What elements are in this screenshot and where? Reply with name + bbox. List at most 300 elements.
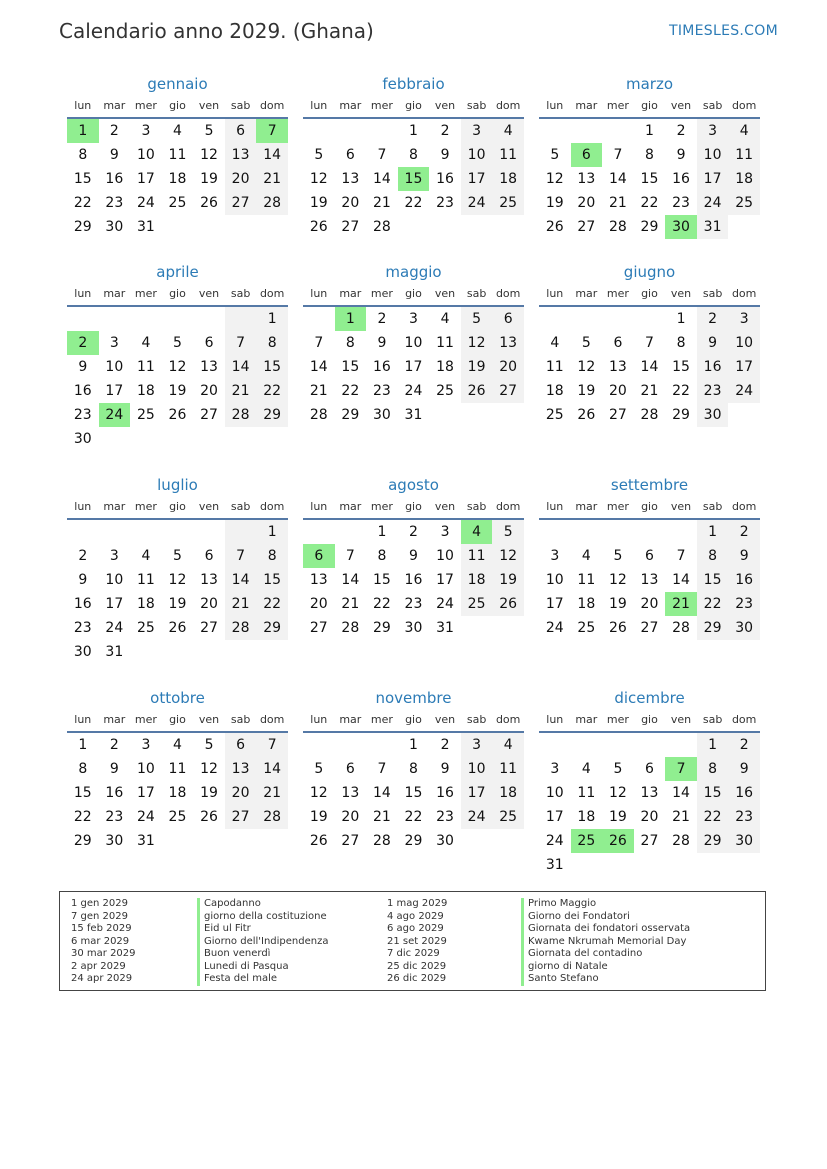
legend-date: 1 mag 2029 — [387, 898, 448, 909]
empty-cell — [303, 119, 335, 143]
weekday-label: lun — [546, 99, 564, 112]
day-cell: 2 — [728, 520, 760, 544]
day-cell: 14 — [372, 171, 391, 187]
day-cell: 5 — [204, 737, 214, 753]
legend-holiday-name: Festa del male — [204, 973, 278, 984]
day-cell: 9 — [728, 757, 760, 781]
day-cell: 20 — [640, 596, 659, 612]
weekday-label: ven — [670, 287, 692, 300]
day-cell: 29 — [256, 403, 288, 427]
empty-cell — [67, 307, 99, 331]
weekday-label: sab — [230, 713, 251, 726]
empty-cell — [225, 307, 257, 331]
day-cell: 24 — [461, 805, 493, 829]
day-cell: 21 — [372, 809, 391, 825]
weekday-label: dom — [731, 287, 757, 300]
day-cell: 3 — [697, 119, 729, 143]
day-cell: 24 — [404, 383, 423, 399]
legend-holiday-name: Giornata del contadino — [528, 948, 643, 959]
day-cell: 23 — [728, 805, 760, 829]
weekday-label: mar — [575, 713, 598, 726]
day-cell: 15 — [73, 171, 92, 187]
legend-date: 25 dic 2029 — [387, 960, 447, 972]
day-cell: 7 — [665, 757, 697, 781]
day-cell: 18 — [492, 167, 524, 191]
weekday-label: dom — [731, 713, 757, 726]
day-cell: 14 — [672, 785, 690, 801]
month-luglio — [67, 473, 288, 664]
day-cell: 1 — [335, 307, 367, 331]
empty-cell — [162, 520, 194, 544]
day-grid — [303, 733, 524, 853]
day-cell: 1 — [256, 520, 288, 544]
day-cell: 10 — [436, 548, 454, 564]
day-cell: 10 — [136, 761, 155, 777]
day-cell: 27 — [492, 379, 524, 403]
weekday-label: lun — [74, 99, 92, 112]
empty-cell — [602, 853, 634, 877]
weekday-label: dom — [259, 287, 285, 300]
weekday-label: mer — [134, 287, 157, 300]
legend-right-names — [528, 898, 690, 986]
month-name: luglio — [157, 476, 198, 494]
day-cell: 1 — [67, 119, 99, 143]
day-cell: 9 — [109, 147, 119, 163]
day-cell: 10 — [136, 147, 155, 163]
day-cell: 11 — [492, 143, 524, 167]
weekday-label: gio — [641, 500, 658, 513]
day-cell: 13 — [225, 143, 257, 167]
day-cell: 18 — [168, 171, 187, 187]
legend-date: 6 mar 2029 — [71, 935, 130, 947]
legend-left-dates — [71, 898, 136, 986]
empty-cell — [193, 427, 225, 451]
day-cell: 25 — [461, 592, 493, 616]
weekday-label: lun — [74, 287, 92, 300]
empty-cell — [225, 520, 257, 544]
day-cell: 14 — [256, 143, 288, 167]
empty-cell — [461, 616, 493, 640]
month-name: ottobre — [150, 689, 205, 707]
empty-cell — [461, 403, 493, 427]
day-cell: 8 — [409, 761, 418, 777]
day-cell: 30 — [105, 833, 124, 849]
day-grid — [303, 119, 524, 239]
day-cell: 2 — [109, 737, 119, 753]
day-cell: 11 — [436, 335, 454, 351]
day-cell: 24 — [99, 403, 131, 427]
weekday-header — [539, 285, 760, 307]
day-cell: 21 — [256, 167, 288, 191]
day-cell: 21 — [225, 379, 257, 403]
day-cell: 23 — [105, 809, 124, 825]
legend-date: 15 feb 2029 — [71, 923, 132, 934]
empty-cell — [539, 520, 571, 544]
day-cell: 28 — [672, 620, 690, 636]
weekday-label: mar — [103, 99, 126, 112]
day-cell: 27 — [341, 219, 360, 235]
day-cell: 5 — [581, 335, 591, 351]
day-cell: 16 — [404, 572, 423, 588]
day-cell: 6 — [345, 147, 355, 163]
day-cell: 20 — [225, 167, 257, 191]
legend-right-dates — [387, 898, 447, 986]
empty-cell — [571, 307, 603, 331]
month-name: aprile — [156, 263, 199, 281]
weekday-label: dom — [731, 99, 757, 112]
day-cell: 29 — [372, 620, 391, 636]
month-maggio — [303, 260, 524, 427]
day-cell: 21 — [640, 383, 659, 399]
day-cell: 8 — [256, 331, 288, 355]
day-cell: 27 — [309, 620, 328, 636]
day-cell: 12 — [168, 572, 187, 588]
month-name: marzo — [625, 75, 674, 93]
day-cell: 5 — [204, 123, 214, 139]
month-ottobre — [67, 686, 288, 853]
day-cell: 4 — [492, 733, 524, 757]
day-cell: 8 — [78, 761, 88, 777]
day-cell: 14 — [640, 359, 659, 375]
day-cell: 7 — [256, 119, 288, 143]
day-cell: 29 — [672, 407, 690, 423]
day-cell: 25 — [571, 829, 603, 853]
day-cell: 2 — [676, 123, 686, 139]
day-grid — [539, 520, 760, 640]
legend-date: 2 apr 2029 — [71, 960, 126, 972]
day-cell: 17 — [105, 596, 124, 612]
day-cell: 15 — [73, 785, 92, 801]
day-cell: 6 — [492, 307, 524, 331]
day-cell: 12 — [492, 544, 524, 568]
day-cell: 14 — [225, 355, 257, 379]
empty-cell — [303, 307, 335, 331]
day-cell: 11 — [136, 359, 155, 375]
day-cell: 20 — [309, 596, 328, 612]
day-cell: 15 — [398, 167, 430, 191]
day-cell: 30 — [728, 829, 760, 853]
day-cell: 26 — [168, 407, 187, 423]
day-cell: 10 — [404, 335, 423, 351]
day-cell: 16 — [105, 785, 124, 801]
weekday-label: dom — [495, 99, 521, 112]
day-cell: 19 — [577, 383, 596, 399]
day-cell: 15 — [697, 568, 729, 592]
day-cell: 17 — [697, 167, 729, 191]
weekday-label: dom — [259, 99, 285, 112]
weekday-header — [303, 285, 524, 307]
day-cell: 10 — [545, 785, 564, 801]
day-cell: 2 — [409, 524, 418, 540]
day-cell: 5 — [314, 761, 324, 777]
empty-cell — [429, 403, 461, 427]
legend-holiday-name: Lunedi di Pasqua — [204, 960, 289, 972]
weekday-header — [303, 97, 524, 119]
day-cell: 21 — [225, 592, 257, 616]
empty-cell — [162, 640, 194, 664]
weekday-label: sab — [702, 287, 723, 300]
day-grid — [539, 307, 760, 427]
day-cell: 6 — [613, 335, 623, 351]
day-cell: 5 — [613, 761, 623, 777]
weekday-label: sab — [230, 99, 251, 112]
empty-cell — [99, 520, 131, 544]
day-cell: 25 — [728, 191, 760, 215]
day-cell: 17 — [728, 355, 760, 379]
empty-cell — [728, 403, 760, 427]
day-cell: 18 — [492, 781, 524, 805]
day-cell: 5 — [173, 548, 182, 564]
day-cell: 27 — [225, 191, 257, 215]
day-cell: 24 — [461, 191, 493, 215]
day-cell: 15 — [372, 572, 391, 588]
empty-cell — [539, 119, 571, 143]
day-cell: 16 — [436, 785, 454, 801]
month-gennaio — [67, 72, 288, 239]
legend-holiday-name: Giorno dell'Indipendenza — [204, 935, 329, 947]
month-name: novembre — [375, 689, 452, 707]
day-cell: 23 — [436, 809, 454, 825]
day-cell: 18 — [136, 383, 155, 399]
day-cell: 4 — [581, 761, 591, 777]
weekday-label: sab — [702, 713, 723, 726]
empty-cell — [398, 215, 430, 239]
legend-date: 7 dic 2029 — [387, 948, 440, 959]
day-cell: 28 — [225, 403, 257, 427]
day-cell: 12 — [200, 147, 218, 163]
day-cell: 17 — [461, 167, 493, 191]
day-cell: 17 — [136, 785, 155, 801]
day-cell: 28 — [640, 407, 659, 423]
day-cell: 1 — [697, 520, 729, 544]
day-cell: 15 — [404, 785, 423, 801]
day-cell: 4 — [550, 335, 560, 351]
empty-cell — [539, 307, 571, 331]
day-cell: 13 — [200, 572, 218, 588]
day-cell: 26 — [545, 219, 564, 235]
empty-cell — [162, 307, 194, 331]
day-cell: 21 — [672, 809, 690, 825]
weekday-header — [67, 97, 288, 119]
day-cell: 21 — [341, 596, 360, 612]
day-cell: 13 — [577, 171, 596, 187]
day-cell: 19 — [608, 596, 627, 612]
day-cell: 19 — [168, 596, 187, 612]
month-giugno — [539, 260, 760, 427]
legend-date: 7 gen 2029 — [71, 910, 129, 922]
day-cell: 20 — [608, 383, 627, 399]
day-cell: 17 — [404, 359, 423, 375]
day-cell: 11 — [461, 544, 493, 568]
empty-cell — [665, 733, 697, 757]
day-cell: 2 — [697, 307, 729, 331]
weekday-label: gio — [405, 287, 422, 300]
weekday-label: mar — [103, 713, 126, 726]
weekday-label: dom — [731, 500, 757, 513]
day-cell: 23 — [73, 620, 92, 636]
weekday-label: ven — [198, 500, 220, 513]
day-cell: 12 — [577, 359, 596, 375]
day-cell: 4 — [141, 335, 151, 351]
day-cell: 20 — [640, 809, 659, 825]
day-cell: 3 — [461, 733, 493, 757]
empty-cell — [99, 427, 131, 451]
empty-cell — [335, 119, 367, 143]
day-cell: 8 — [676, 335, 686, 351]
month-name: settembre — [610, 476, 689, 494]
brand-link[interactable]: TIMESLES.COM — [669, 23, 778, 39]
day-cell: 15 — [640, 171, 659, 187]
day-cell: 30 — [728, 616, 760, 640]
day-cell: 9 — [377, 335, 387, 351]
empty-cell — [193, 520, 225, 544]
day-cell: 13 — [640, 572, 659, 588]
day-cell: 22 — [256, 379, 288, 403]
day-cell: 6 — [645, 548, 654, 564]
day-cell: 13 — [225, 757, 257, 781]
month-agosto — [303, 473, 524, 640]
empty-cell — [225, 829, 257, 853]
weekday-label: mer — [370, 99, 393, 112]
day-grid — [67, 307, 288, 451]
day-cell: 9 — [697, 331, 729, 355]
day-cell: 29 — [697, 829, 729, 853]
empty-cell — [571, 853, 603, 877]
day-cell: 11 — [168, 761, 187, 777]
day-cell: 28 — [372, 833, 391, 849]
day-cell: 12 — [200, 761, 218, 777]
weekday-label: ven — [198, 713, 220, 726]
day-cell: 15 — [256, 355, 288, 379]
day-cell: 26 — [492, 592, 524, 616]
day-cell: 7 — [345, 548, 355, 564]
day-cell: 9 — [78, 359, 88, 375]
weekday-label: gio — [405, 500, 422, 513]
day-cell: 19 — [461, 355, 493, 379]
day-cell: 16 — [73, 596, 92, 612]
day-cell: 28 — [225, 616, 257, 640]
day-cell: 9 — [409, 548, 418, 564]
weekday-label: mer — [370, 713, 393, 726]
day-cell: 6 — [645, 761, 654, 777]
day-cell: 7 — [225, 544, 257, 568]
day-cell: 18 — [728, 167, 760, 191]
empty-cell — [634, 520, 666, 544]
day-cell: 1 — [409, 123, 418, 139]
day-cell: 29 — [404, 833, 423, 849]
day-grid — [303, 520, 524, 640]
day-cell: 18 — [577, 809, 596, 825]
day-cell: 19 — [608, 809, 627, 825]
weekday-label: lun — [310, 500, 328, 513]
day-cell: 9 — [78, 572, 88, 588]
weekday-label: ven — [670, 500, 692, 513]
day-cell: 12 — [168, 359, 187, 375]
day-cell: 9 — [728, 544, 760, 568]
weekday-label: gio — [169, 287, 186, 300]
day-cell: 26 — [602, 829, 634, 853]
weekday-label: mer — [606, 99, 629, 112]
day-cell: 18 — [136, 596, 155, 612]
day-cell: 9 — [440, 147, 450, 163]
day-cell: 18 — [545, 383, 564, 399]
weekday-label: dom — [495, 500, 521, 513]
day-cell: 7 — [377, 761, 387, 777]
day-cell: 30 — [404, 620, 423, 636]
day-cell: 3 — [550, 548, 560, 564]
day-cell: 28 — [672, 833, 690, 849]
day-cell: 30 — [436, 833, 454, 849]
weekday-label: lun — [74, 500, 92, 513]
day-cell: 28 — [608, 219, 627, 235]
legend-date: 1 gen 2029 — [71, 898, 129, 909]
day-cell: 1 — [256, 307, 288, 331]
legend-holiday-name: Eid ul Fitr — [204, 923, 251, 934]
empty-cell — [256, 215, 288, 239]
day-cell: 9 — [109, 761, 119, 777]
day-cell: 13 — [341, 785, 360, 801]
day-cell: 6 — [303, 544, 335, 568]
day-grid — [539, 119, 760, 239]
day-cell: 29 — [73, 219, 92, 235]
weekday-label: lun — [310, 99, 328, 112]
weekday-label: sab — [466, 99, 487, 112]
weekday-label: gio — [169, 99, 186, 112]
day-cell: 31 — [136, 833, 155, 849]
day-cell: 15 — [341, 359, 360, 375]
weekday-label: dom — [259, 500, 285, 513]
empty-cell — [162, 215, 194, 239]
empty-cell — [303, 520, 335, 544]
day-cell: 28 — [256, 805, 288, 829]
day-cell: 26 — [309, 833, 328, 849]
day-cell: 8 — [697, 544, 729, 568]
day-cell: 26 — [461, 379, 493, 403]
day-cell: 17 — [545, 809, 564, 825]
day-cell: 11 — [136, 572, 155, 588]
day-cell: 26 — [577, 407, 596, 423]
weekday-label: mar — [339, 99, 362, 112]
day-cell: 6 — [204, 335, 214, 351]
month-dicembre — [539, 686, 760, 877]
day-cell: 13 — [608, 359, 627, 375]
day-cell: 28 — [372, 219, 391, 235]
weekday-label: lun — [74, 713, 92, 726]
day-cell: 5 — [461, 307, 493, 331]
day-cell: 22 — [73, 195, 92, 211]
day-cell: 19 — [492, 568, 524, 592]
day-cell: 8 — [409, 147, 418, 163]
day-cell: 18 — [461, 568, 493, 592]
day-cell: 30 — [105, 219, 124, 235]
empty-cell — [665, 853, 697, 877]
weekday-label: lun — [546, 713, 564, 726]
day-cell: 11 — [168, 147, 187, 163]
day-cell: 1 — [78, 737, 88, 753]
day-cell: 4 — [461, 520, 493, 544]
empty-cell — [539, 733, 571, 757]
day-grid — [67, 733, 288, 853]
day-cell: 7 — [225, 331, 257, 355]
day-cell: 7 — [256, 733, 288, 757]
day-cell: 19 — [168, 383, 187, 399]
month-aprile — [67, 260, 288, 451]
day-cell: 14 — [225, 568, 257, 592]
day-cell: 28 — [256, 191, 288, 215]
day-cell: 25 — [436, 383, 454, 399]
day-cell: 21 — [256, 781, 288, 805]
day-cell: 23 — [73, 407, 92, 423]
